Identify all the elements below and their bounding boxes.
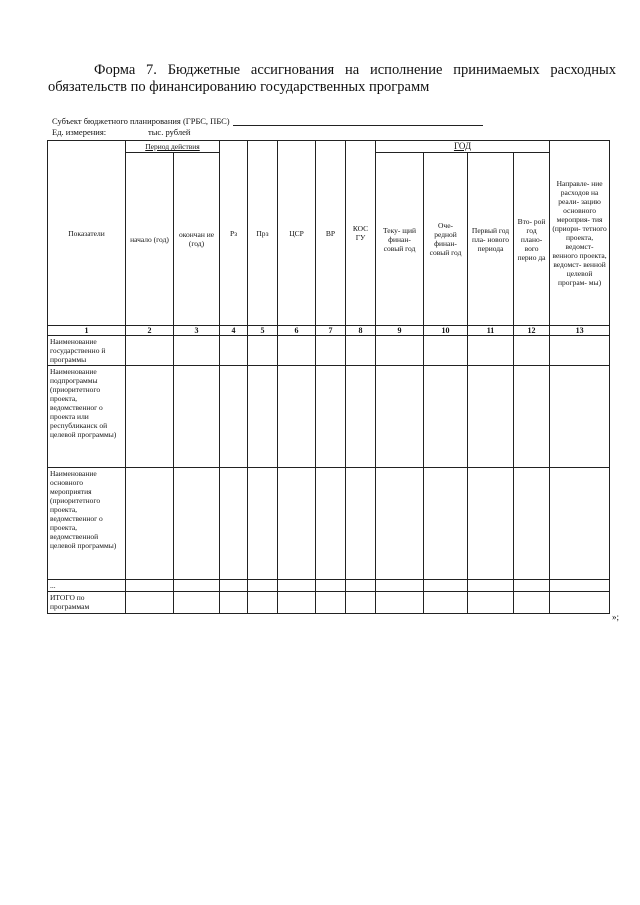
column-number: 12 xyxy=(514,326,550,336)
header-indicators: Показатели xyxy=(48,141,126,326)
row-label-main-activity: Наименование основного мероприятия (приоритетного проекта, ведомственног о проекта, ведомственной целевой программы) xyxy=(48,468,126,580)
header-start: начало (год) xyxy=(126,153,174,326)
column-number: 6 xyxy=(278,326,316,336)
column-number: 9 xyxy=(376,326,424,336)
subject-line xyxy=(52,116,483,126)
column-number: 11 xyxy=(468,326,514,336)
column-number: 3 xyxy=(174,326,220,336)
closing-quote: »; xyxy=(612,612,620,622)
subject-underline xyxy=(233,116,483,126)
column-number: 8 xyxy=(346,326,376,336)
row-label-program: Наименование государственно й программы xyxy=(48,336,126,366)
table-row xyxy=(48,580,610,592)
table-row xyxy=(48,592,610,614)
header-kosgu: КОС ГУ xyxy=(346,141,376,326)
units-label: Ед. измерения: xyxy=(52,127,107,137)
row-label-total: ИТОГО по программам xyxy=(48,592,126,614)
units-value: тыс. рублей xyxy=(148,127,191,137)
header-csr: ЦСР xyxy=(278,141,316,326)
row-label-subprogram: Наименование подпрограммы (приоритетного проекта, ведомственног о проекта или республиканск ой целевой программы) xyxy=(48,366,126,468)
column-number: 10 xyxy=(424,326,468,336)
column-number: 1 xyxy=(48,326,126,336)
column-number: 7 xyxy=(316,326,346,336)
header-next-year: Оче- редной финан- совый год xyxy=(424,153,468,326)
header-vr: ВР xyxy=(316,141,346,326)
column-number: 13 xyxy=(550,326,610,336)
header-prz: Прз xyxy=(248,141,278,326)
header-end: окончан ие (год) xyxy=(174,153,220,326)
subject-label: Субъект бюджетного планирования (ГРБС, ПБС) xyxy=(52,116,230,126)
table-row xyxy=(48,468,610,580)
header-year: ГОД xyxy=(376,141,550,153)
header-rz: Рз xyxy=(220,141,248,326)
header-first-plan-year: Первый год пла- нового периода xyxy=(468,153,514,326)
row-label-ellipsis: ... xyxy=(48,580,126,592)
column-number: 5 xyxy=(248,326,278,336)
column-number: 2 xyxy=(126,326,174,336)
column-number: 4 xyxy=(220,326,248,336)
header-second-plan-year: Вто- рой год плано- вого перио да xyxy=(514,153,550,326)
header-period: Период действия xyxy=(126,141,220,153)
budget-table xyxy=(47,140,610,614)
header-direction: Направле- ние расходов на реали- зацию основного мероприя- тия (приори- тетного проекта, ведомст- венного проекта, ведомст- венной целевой програм- мы) xyxy=(550,141,610,326)
header-current-year: Теку- щий финан- совый год xyxy=(376,153,424,326)
column-numbers-row xyxy=(48,326,610,336)
form-title: Форма 7. Бюджетные ассигнования на исполнение принимаемых расходных обязательств по финансированию государственных программ xyxy=(48,62,616,95)
units-line xyxy=(52,127,252,137)
table-row xyxy=(48,366,610,468)
table-row xyxy=(48,336,610,366)
